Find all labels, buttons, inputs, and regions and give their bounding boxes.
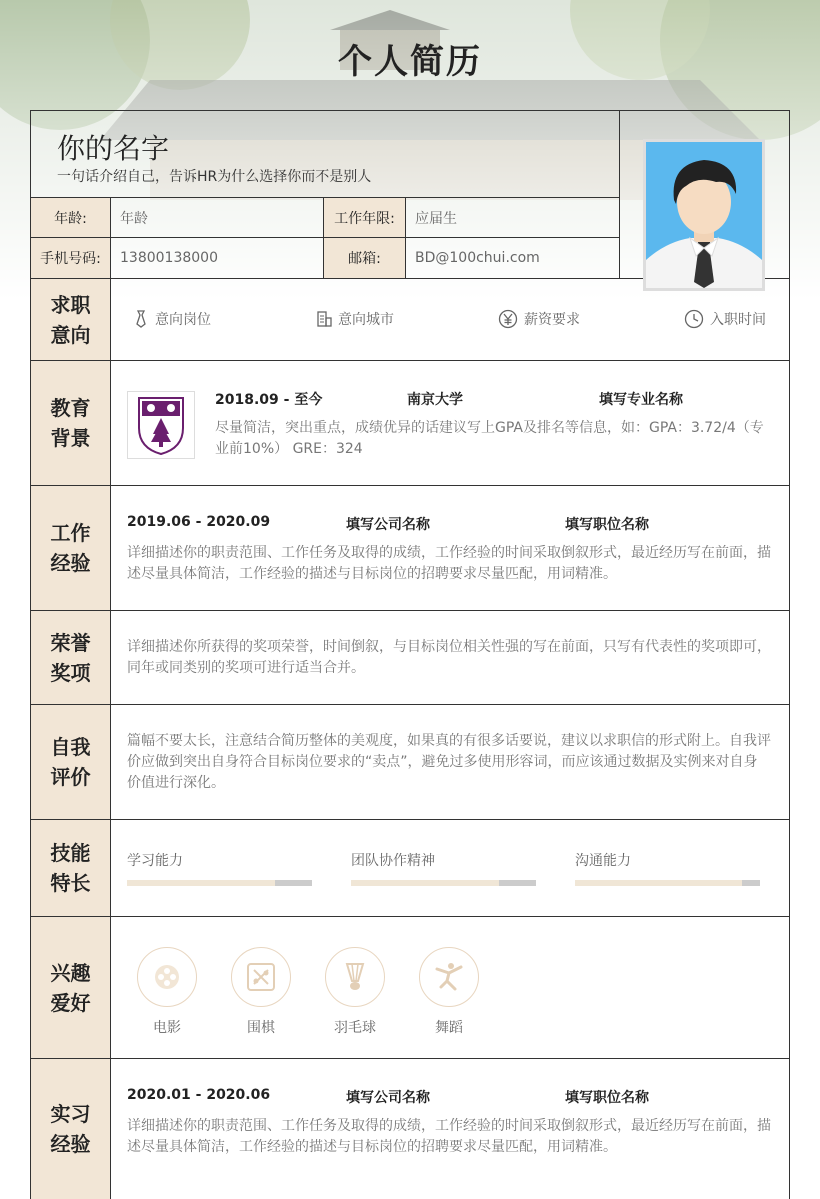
skill-bar [127,880,312,886]
university-logo [127,391,195,459]
email-label: 邮箱: [324,238,406,278]
go-board-icon [245,961,277,993]
work-description: 详细描述你的职责范围、工作任务及取得的成绩，工作经验的时间采取倒叙形式，最近经历写在前面，描 述尽量具体简洁，工作经验的描述与目标岗位的招聘要求尽量匹配，用词精准。 [127,545,771,582]
resume-frame [30,110,790,1199]
hobby-item: 羽毛球 [324,947,386,1037]
section-skills [31,820,789,917]
intent-salary: 薪资要求 [498,309,580,329]
film-icon [152,962,182,992]
section-internship [31,1059,789,1199]
honors-description: 详细描述你所获得的奖项荣誉，时间倒叙，与目标岗位相关性强的写在前面，只写有代表性的奖项即可， 同年或同类别的奖项可进行适当合并。 [127,639,771,676]
section-label: 工作经验 [31,486,111,610]
internship-period: 2020.01 - 2020.06 [127,1087,271,1103]
section-label: 求职意向 [31,279,111,360]
dance-icon [433,961,465,993]
building-icon [316,310,332,328]
hobby-item: 围棋 [230,947,292,1037]
intent-city: 意向城市 [316,309,394,329]
section-intent [31,279,789,361]
section-label: 荣誉奖项 [31,611,111,704]
email-value: BD@100chui.com [415,250,540,266]
phone-label: 手机号码: [31,238,111,278]
tie-icon [133,310,149,328]
candidate-name: 你的名字 [57,132,170,165]
skill-bar [575,880,760,886]
education-description: 尽量简洁，突出重点，成绩优异的话建议写上GPA及排名等信息，如：GPA：3.72/4（专 业前10%） GRE：324 [215,420,764,457]
candidate-tagline: 一句话介绍自己，告诉HR为什么选择你而不是别人 [57,169,372,185]
work-period: 2019.06 - 2020.09 [127,514,271,530]
work-position: 填写职位名称 [565,517,649,533]
section-honors [31,611,789,705]
education-school: 南京大学 [407,392,463,408]
info-row-2 [31,237,619,278]
section-education [31,361,789,486]
self-evaluation-description: 篇幅不要太长，注意结合简历整体的美观度，如果真的有很多话要说，建议以求职信的形式附上。自我评 价应做到突出自身符合目标岗位要求的“卖点”，避免过多使用形容词，而应该通过数据及实例来对自身 价值进行深化。 [127,733,771,791]
section-hobbies [31,917,789,1059]
section-label: 自我评价 [31,705,111,819]
section-label: 技能特长 [31,820,111,916]
skill-item: 沟通能力 [575,850,760,886]
age-label: 年龄: [31,198,111,238]
phone-value: 13800138000 [111,238,324,278]
skill-item: 学习能力 [127,850,312,886]
work-company: 填写公司名称 [346,517,430,533]
info-row-1 [31,197,619,238]
intent-start-date: 入职时间 [684,309,766,329]
intent-position: 意向岗位 [133,309,211,329]
experience-value: 应届生 [415,211,457,227]
profile-info [31,111,620,278]
age-value: 年龄 [111,198,324,238]
section-label: 实习经验 [31,1059,111,1199]
section-self-evaluation [31,705,789,820]
experience-label: 工作年限: [324,198,406,238]
skill-bar [351,880,536,886]
section-label: 教育背景 [31,361,111,485]
badminton-icon [340,961,370,993]
section-work [31,486,789,611]
hobby-item: 电影 [136,947,198,1037]
internship-description: 详细描述你的职责范围、工作任务及取得的成绩，工作经验的时间采取倒叙形式，最近经历写在前面，描 述尽量具体简洁，工作经验的描述与目标岗位的招聘要求尽量匹配，用词精准。 [127,1118,771,1155]
section-label: 兴趣爱好 [31,917,111,1058]
yen-icon [498,309,518,329]
avatar [643,139,765,291]
hobby-item: 舞蹈 [418,947,480,1037]
page-title: 个人简历 [338,42,482,82]
education-major: 填写专业名称 [599,392,683,408]
internship-position: 填写职位名称 [565,1090,649,1106]
education-period: 2018.09 - 至今 [215,392,323,408]
university-seal-icon [133,394,189,456]
skill-item: 团队协作精神 [351,850,536,886]
clock-icon [684,309,704,329]
internship-company: 填写公司名称 [346,1090,430,1106]
profile-header [31,111,789,279]
